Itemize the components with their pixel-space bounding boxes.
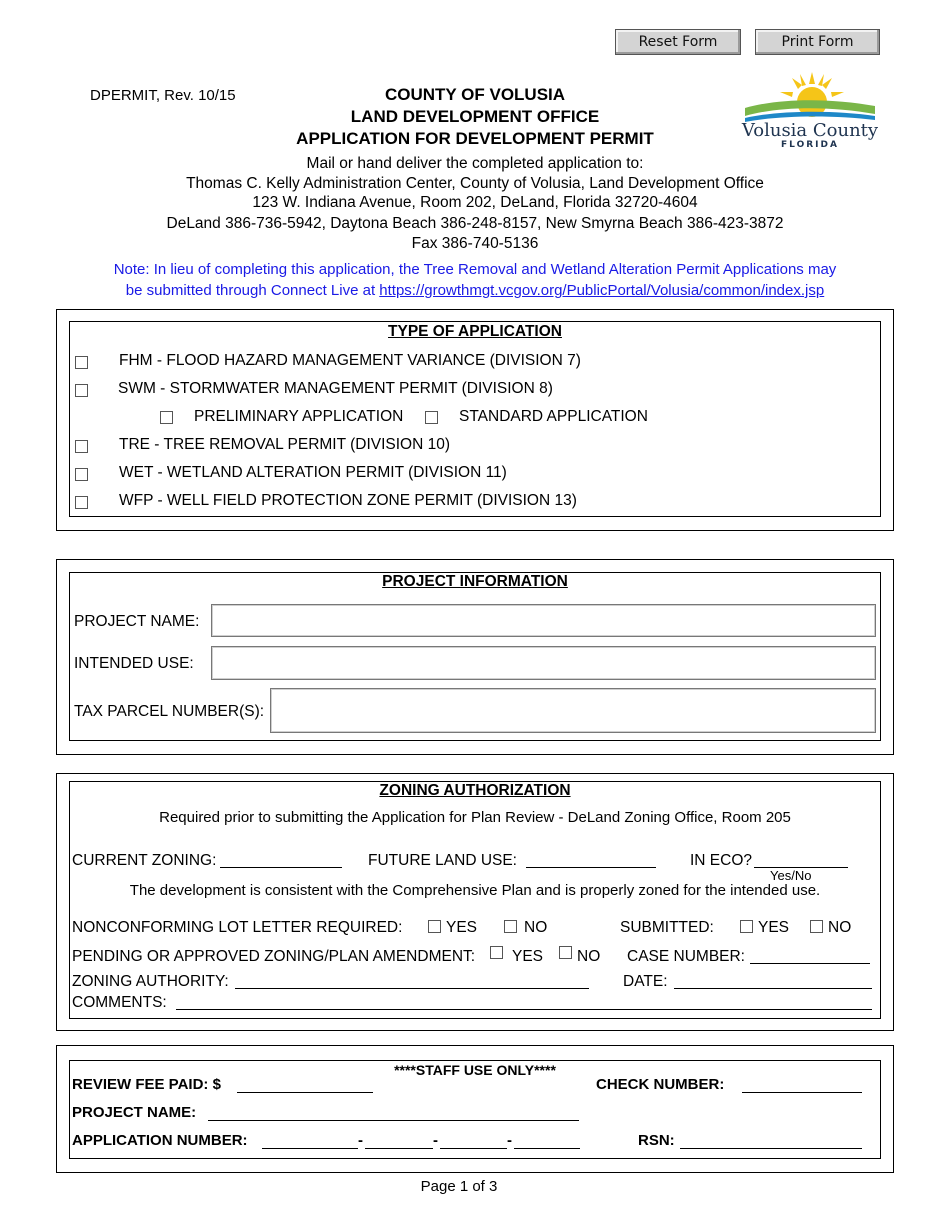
tax-parcel-input[interactable] (270, 688, 876, 733)
wet-checkbox[interactable] (75, 468, 88, 481)
future-land-use-label: FUTURE LAND USE: (368, 852, 517, 869)
current-zoning-field[interactable] (220, 867, 342, 868)
pending-no-checkbox[interactable] (559, 946, 572, 959)
yes-no-hint: Yes/No (770, 868, 812, 883)
intended-use-input[interactable] (211, 646, 876, 680)
pending-yes-label: YES (512, 948, 544, 965)
submitted-yes-label: YES (758, 919, 790, 936)
zoning-required-text: Required prior to submitting the Application for Plan Review - DeLand Zoning Office, Room 205 (159, 809, 791, 826)
header-office: LAND DEVELOPMENT OFFICE (350, 107, 600, 126)
logo-state: FLORIDA (781, 140, 839, 150)
print-form-button[interactable]: Print Form (755, 29, 880, 55)
preliminary-label: PRELIMINARY APPLICATION (194, 408, 404, 425)
address-line-3: 123 W. Indiana Avenue, Room 202, DeLand, Florida 32720-4604 (252, 194, 698, 211)
nonconforming-yes-label: YES (446, 919, 478, 936)
nonconforming-label: NONCONFORMING LOT LETTER REQUIRED: (72, 919, 403, 936)
submitted-no-checkbox[interactable] (810, 920, 823, 933)
nonconforming-yes-checkbox[interactable] (428, 920, 441, 933)
project-name-input[interactable] (211, 604, 876, 637)
case-number-field[interactable] (750, 963, 870, 964)
project-name-label: PROJECT NAME: (74, 613, 200, 630)
in-eco-label: IN ECO? (690, 852, 753, 869)
submitted-no-label: NO (828, 919, 852, 936)
staff-use-title: ****STAFF USE ONLY**** (394, 1062, 556, 1078)
check-number-field[interactable] (742, 1092, 862, 1093)
note-prefix: be submitted through Connect Live at (125, 282, 380, 299)
pending-yes-checkbox[interactable] (490, 946, 503, 959)
case-number-label: CASE NUMBER: (627, 948, 745, 965)
application-number-label: APPLICATION NUMBER: (72, 1132, 248, 1149)
connect-live-link[interactable]: https://growthmgt.vcgov.org/PublicPortal/Volusia/common/index.jsp (379, 282, 825, 299)
address-line-4: DeLand 386-736-5942, Daytona Beach 386-248-8157, New Smyrna Beach 386-423-3872 (166, 215, 784, 232)
future-land-use-field[interactable] (526, 867, 656, 868)
wfp-checkbox[interactable] (75, 496, 88, 509)
current-zoning-label: CURRENT ZONING: (72, 852, 217, 869)
staff-project-name-field[interactable] (208, 1120, 579, 1121)
wfp-label: WFP - WELL FIELD PROTECTION ZONE PERMIT (DIVISION 13) (119, 492, 577, 509)
address-line-2: Thomas C. Kelly Administration Center, County of Volusia, Land Development Office (186, 175, 764, 192)
review-fee-label: REVIEW FEE PAID: $ (72, 1076, 221, 1093)
fhm-label: FHM - FLOOD HAZARD MANAGEMENT VARIANCE (DIVISION 7) (119, 352, 581, 369)
rsn-label: RSN: (638, 1132, 675, 1149)
swm-label: SWM - STORMWATER MANAGEMENT PERMIT (DIVISION 8) (118, 380, 553, 397)
swm-checkbox[interactable] (75, 384, 88, 397)
note-line-1: Note: In lieu of completing this application, the Tree Removal and Wetland Alteration Permit Applications may (113, 261, 837, 278)
application-number-part-2[interactable] (365, 1148, 433, 1149)
application-number-dash-2: - (433, 1132, 438, 1149)
review-fee-field[interactable] (237, 1092, 373, 1093)
standard-label: STANDARD APPLICATION (459, 408, 648, 425)
zoning-authority-label: ZONING AUTHORITY: (72, 973, 229, 990)
reset-form-button[interactable]: Reset Form (615, 29, 741, 55)
tax-parcel-label: TAX PARCEL NUMBER(S): (74, 703, 265, 720)
nonconforming-no-label: NO (524, 919, 548, 936)
note-line-2 (0, 282, 950, 299)
date-field[interactable] (674, 988, 872, 989)
application-number-part-3[interactable] (440, 1148, 507, 1149)
fhm-checkbox[interactable] (75, 356, 88, 369)
date-label: DATE: (623, 973, 668, 990)
intended-use-label: INTENDED USE: (74, 655, 194, 672)
header-county: COUNTY OF VOLUSIA (384, 85, 566, 104)
submitted-yes-checkbox[interactable] (740, 920, 753, 933)
rsn-field[interactable] (680, 1148, 862, 1149)
pending-no-label: NO (577, 948, 601, 965)
staff-project-name-label: PROJECT NAME: (72, 1104, 197, 1121)
pending-amendment-label: PENDING OR APPROVED ZONING/PLAN AMENDMENT: (72, 948, 476, 965)
comments-label: COMMENTS: (72, 994, 167, 1011)
standard-checkbox[interactable] (425, 411, 438, 424)
consistency-statement: The development is consistent with the Comprehensive Plan and is properly zoned for the intended use. (129, 882, 821, 899)
volusia-county-logo (740, 70, 880, 152)
zoning-authorization-title: ZONING AUTHORIZATION (379, 782, 571, 799)
type-of-application-title: TYPE OF APPLICATION (388, 323, 562, 340)
page-number: Page 1 of 3 (420, 1178, 498, 1195)
address-line-5: Fax 386-740-5136 (411, 235, 539, 252)
application-number-dash-1: - (358, 1132, 363, 1149)
submitted-label: SUBMITTED: (620, 919, 714, 936)
application-number-part-4[interactable] (514, 1148, 580, 1149)
form-id: DPERMIT, Rev. 10/15 (90, 87, 236, 104)
check-number-label: CHECK NUMBER: (596, 1076, 725, 1093)
address-line-1: Mail or hand deliver the completed application to: (306, 155, 644, 172)
logo-name: Volusia County (741, 120, 879, 141)
tre-checkbox[interactable] (75, 440, 88, 453)
nonconforming-no-checkbox[interactable] (504, 920, 517, 933)
tre-label: TRE - TREE REMOVAL PERMIT (DIVISION 10) (119, 436, 451, 453)
zoning-authority-field[interactable] (235, 988, 589, 989)
application-number-part-1[interactable] (262, 1148, 358, 1149)
application-number-dash-3: - (507, 1132, 512, 1149)
preliminary-checkbox[interactable] (160, 411, 173, 424)
project-information-title: PROJECT INFORMATION (382, 573, 568, 590)
wet-label: WET - WETLAND ALTERATION PERMIT (DIVISION 11) (119, 464, 507, 481)
comments-field[interactable] (176, 1009, 872, 1010)
header-application-title: APPLICATION FOR DEVELOPMENT PERMIT (296, 129, 654, 148)
